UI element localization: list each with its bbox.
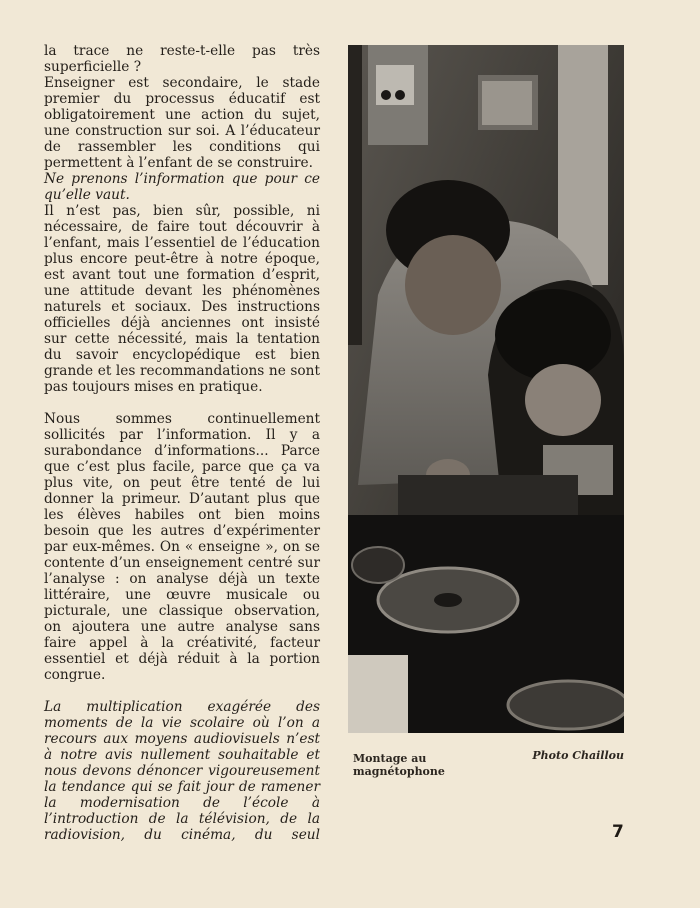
photo-caption: Montage au magnétophone xyxy=(353,752,445,778)
paragraph: Enseigner est secondaire, le stade premier du processus éducatif est obligatoirement une action du sujet, une construction sur soi. A l’éducateur de rassembler les conditions qui permettent à l’enfant de se construire. xyxy=(44,75,320,171)
paragraph: Nous sommes continuellement sollicités par l’information. Il y a surabondance d’informations... Parce que c’est plus facile, parce que ça va plus vite, on peut être tenté de lui donner la primeur. D’autant plus que les élèves habiles ont bien moins besoin que les autres d’expérimenter par eux-mêmes. On « enseigne », on se contente d’un enseignement centré sur l’analyse : on analyse déjà un texte littéraire, une œuvre musicale ou picturale, une classique observation, on ajoutera une autre analyse sans faire appel à la créativité, facteur essentiel et déjà réduit à la portion congrue. xyxy=(44,411,320,683)
paragraph-italic: Ne prenons l’information que pour ce qu’elle vaut. xyxy=(44,171,320,203)
tape-recorder-photo xyxy=(348,45,624,733)
text-column xyxy=(44,43,320,843)
photo-credit: Photo Chaillou xyxy=(532,749,624,762)
paragraph: la trace ne reste-t-elle pas très superficielle ? xyxy=(44,43,320,75)
paragraph: Il n’est pas, bien sûr, possible, ni nécessaire, de faire tout découvrir à l’enfant, mais l’essentiel de l’éducation plus encore peut-être à notre époque, est avant tout une formation d’esprit, une attitude devant les phénomènes naturels et sociaux. Des instructions officielles déjà anciennes ont insisté sur cette nécessité, mais la tentation du savoir encyclopédique est bien grande et les recommandations ne sont pas toujours mises en pratique. xyxy=(44,203,320,395)
paragraph-italic: La multiplication exagérée des moments de la vie scolaire où l’on a recours aux moyens audiovisuels n’est à notre avis nullement souhaitable et nous devons dénoncer vigoureusement la tendance qui se fait jour de ramener la modernisation de l’école à l’introduction de la télévision, de la radiovision, du cinéma, du seul xyxy=(44,699,320,843)
page-number: 7 xyxy=(612,822,624,842)
photograph xyxy=(348,45,624,733)
